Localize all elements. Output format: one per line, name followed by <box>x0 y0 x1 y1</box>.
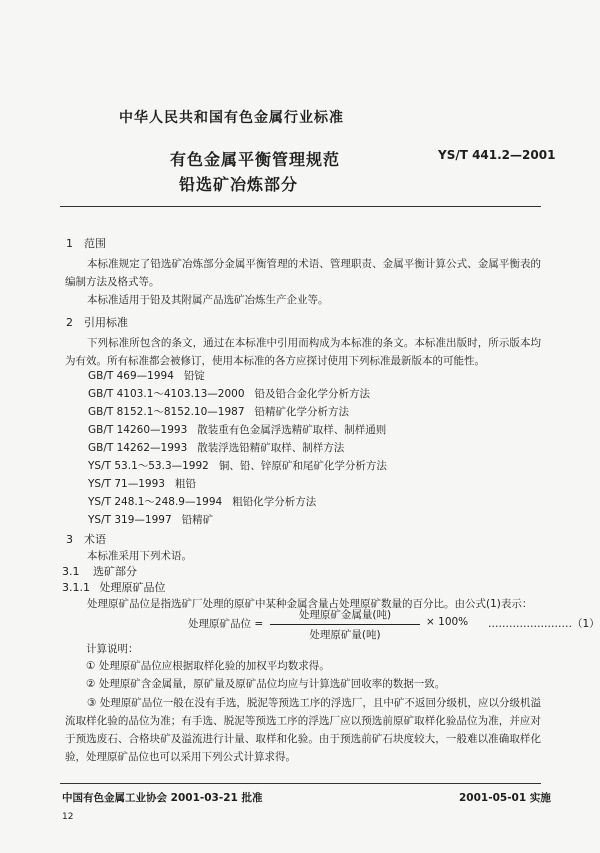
references-intro: 下列标准所包含的条文，通过在本标准中引用而构成为本标准的条文。本标准出版时，所示版本均为有效。所有标准都会被修订，使用本标准的各方应探讨使用下列标准最新版本的可能性。 <box>65 337 541 367</box>
section-1-heading <box>66 235 106 251</box>
section-number: 1 <box>66 237 73 250</box>
section-number: 2 <box>66 316 73 329</box>
reference-code: GB/T 14260—1993 <box>88 424 188 436</box>
implementation-date: 2001-05-01 实施 <box>459 792 551 804</box>
reference-code: YS/T 71—1993 <box>88 478 165 490</box>
reference-item <box>88 458 387 473</box>
section-title: 术语 <box>84 533 106 546</box>
reference-item <box>88 386 370 401</box>
subsubsection-3-1-1-heading <box>62 579 166 595</box>
section-title: 引用标准 <box>84 316 128 329</box>
formula-denominator: 处理原矿量(吨) <box>309 629 381 641</box>
section-number: 3 <box>66 533 73 546</box>
document-subtitle: 铅选矿冶炼部分 <box>179 175 299 194</box>
reference-title: 粗铅 <box>174 478 196 490</box>
reference-title: 铅精矿化学分析方法 <box>254 406 350 418</box>
reference-item <box>88 512 213 527</box>
notes-label: 计算说明： <box>86 643 139 655</box>
note-item: ① 处理原矿品位应根据取样化验的加权平均数求得。 <box>86 660 330 672</box>
scope-paragraph-1: 本标准规定了铅选矿冶炼部分金属平衡管理的术语、管理职责、金属平衡计算公式、金属平衡表的编制方法及格式等。 <box>65 258 541 288</box>
subsection-number: 3.1 <box>62 565 80 578</box>
title-divider <box>60 206 541 207</box>
reference-title: 铅及铅合金化学分析方法 <box>254 388 371 400</box>
note-item: ③ 处理原矿品位一般在没有手选，脱泥等预选工序的浮选厂，且中矿不返回分级机，应以分级机溢流取样化验的品位为准；有手选、脱泥等预选工序的浮选厂应以预选前原矿取样化验品位为准，并应对于预选废石、合格块矿及溢流进行计量、取样和化验。由于预选前矿石块度较大，一般难以准确取样化验，处理原矿品位也可以采用下列公式计算求得。 <box>65 697 541 763</box>
reference-title: 粗铅化学分析方法 <box>232 496 317 508</box>
subsection-title: 选矿部分 <box>93 565 137 578</box>
reference-item <box>88 422 386 437</box>
reference-code: YS/T 248.1～248.9—1994 <box>88 496 223 508</box>
reference-code: GB/T 4103.1～4103.13—2000 <box>88 388 245 400</box>
reference-title: 铅精矿 <box>181 514 214 526</box>
page-number: 12 <box>62 812 74 822</box>
subsubsection-number: 3.1.1 <box>62 581 90 594</box>
subsection-3-1-heading <box>62 563 137 579</box>
formula-1 <box>188 609 600 641</box>
formula-fraction <box>270 607 420 642</box>
reference-item <box>88 404 349 419</box>
formula-lhs: 处理原矿品位 = <box>188 618 264 630</box>
reference-code: YS/T 319—1997 <box>88 514 172 526</box>
footer-divider <box>60 783 541 784</box>
scope-paragraph-2: 本标准适用于铅及其附属产品选矿冶炼生产企业等。 <box>87 294 329 306</box>
reference-code: YS/T 53.1～53.3—1992 <box>88 460 209 472</box>
subsubsection-title: 处理原矿品位 <box>99 581 166 594</box>
standard-number: YS/T 441.2—2001 <box>438 148 556 162</box>
terms-intro: 本标准采用下列术语。 <box>87 550 192 562</box>
reference-code: GB/T 8152.1～8152.10—1987 <box>88 406 245 418</box>
section-2-heading <box>66 314 128 330</box>
section-3-heading <box>66 531 106 547</box>
standard-category-header: 中华人民共和国有色金属行业标准 <box>119 110 344 126</box>
reference-item <box>88 368 205 383</box>
reference-item <box>88 476 196 491</box>
note-item: ② 处理原矿含金属量，原矿量及原矿品位均应与计算选矿回收率的数据一致。 <box>86 678 446 690</box>
reference-title: 铜、铅、锌原矿和尾矿化学分析方法 <box>218 460 387 472</box>
reference-title: 散装重有色金属浮选精矿取样、制样通则 <box>197 424 387 436</box>
formula-factor: × 100% <box>426 616 469 628</box>
reference-title: 散装浮选铅精矿取样、制样方法 <box>197 442 345 454</box>
term-definition: 处理原矿品位是指选矿厂处理的原矿中某种金属含量占处理原矿数量的百分比。由公式(1)表示： <box>87 598 533 610</box>
reference-title: 铅锭 <box>183 370 205 382</box>
approval-date: 中国有色金属工业协会 2001-03-21 批准 <box>62 792 263 804</box>
reference-code: GB/T 469—1994 <box>88 370 174 382</box>
reference-item <box>88 440 344 455</box>
formula-label: ……………………（1） <box>488 618 600 630</box>
document-title: 有色金属平衡管理规范 <box>170 150 341 169</box>
section-title: 范围 <box>84 237 106 250</box>
reference-item <box>88 494 316 509</box>
formula-numerator: 处理原矿金属量(吨) <box>270 607 420 625</box>
reference-code: GB/T 14262—1993 <box>88 442 188 454</box>
